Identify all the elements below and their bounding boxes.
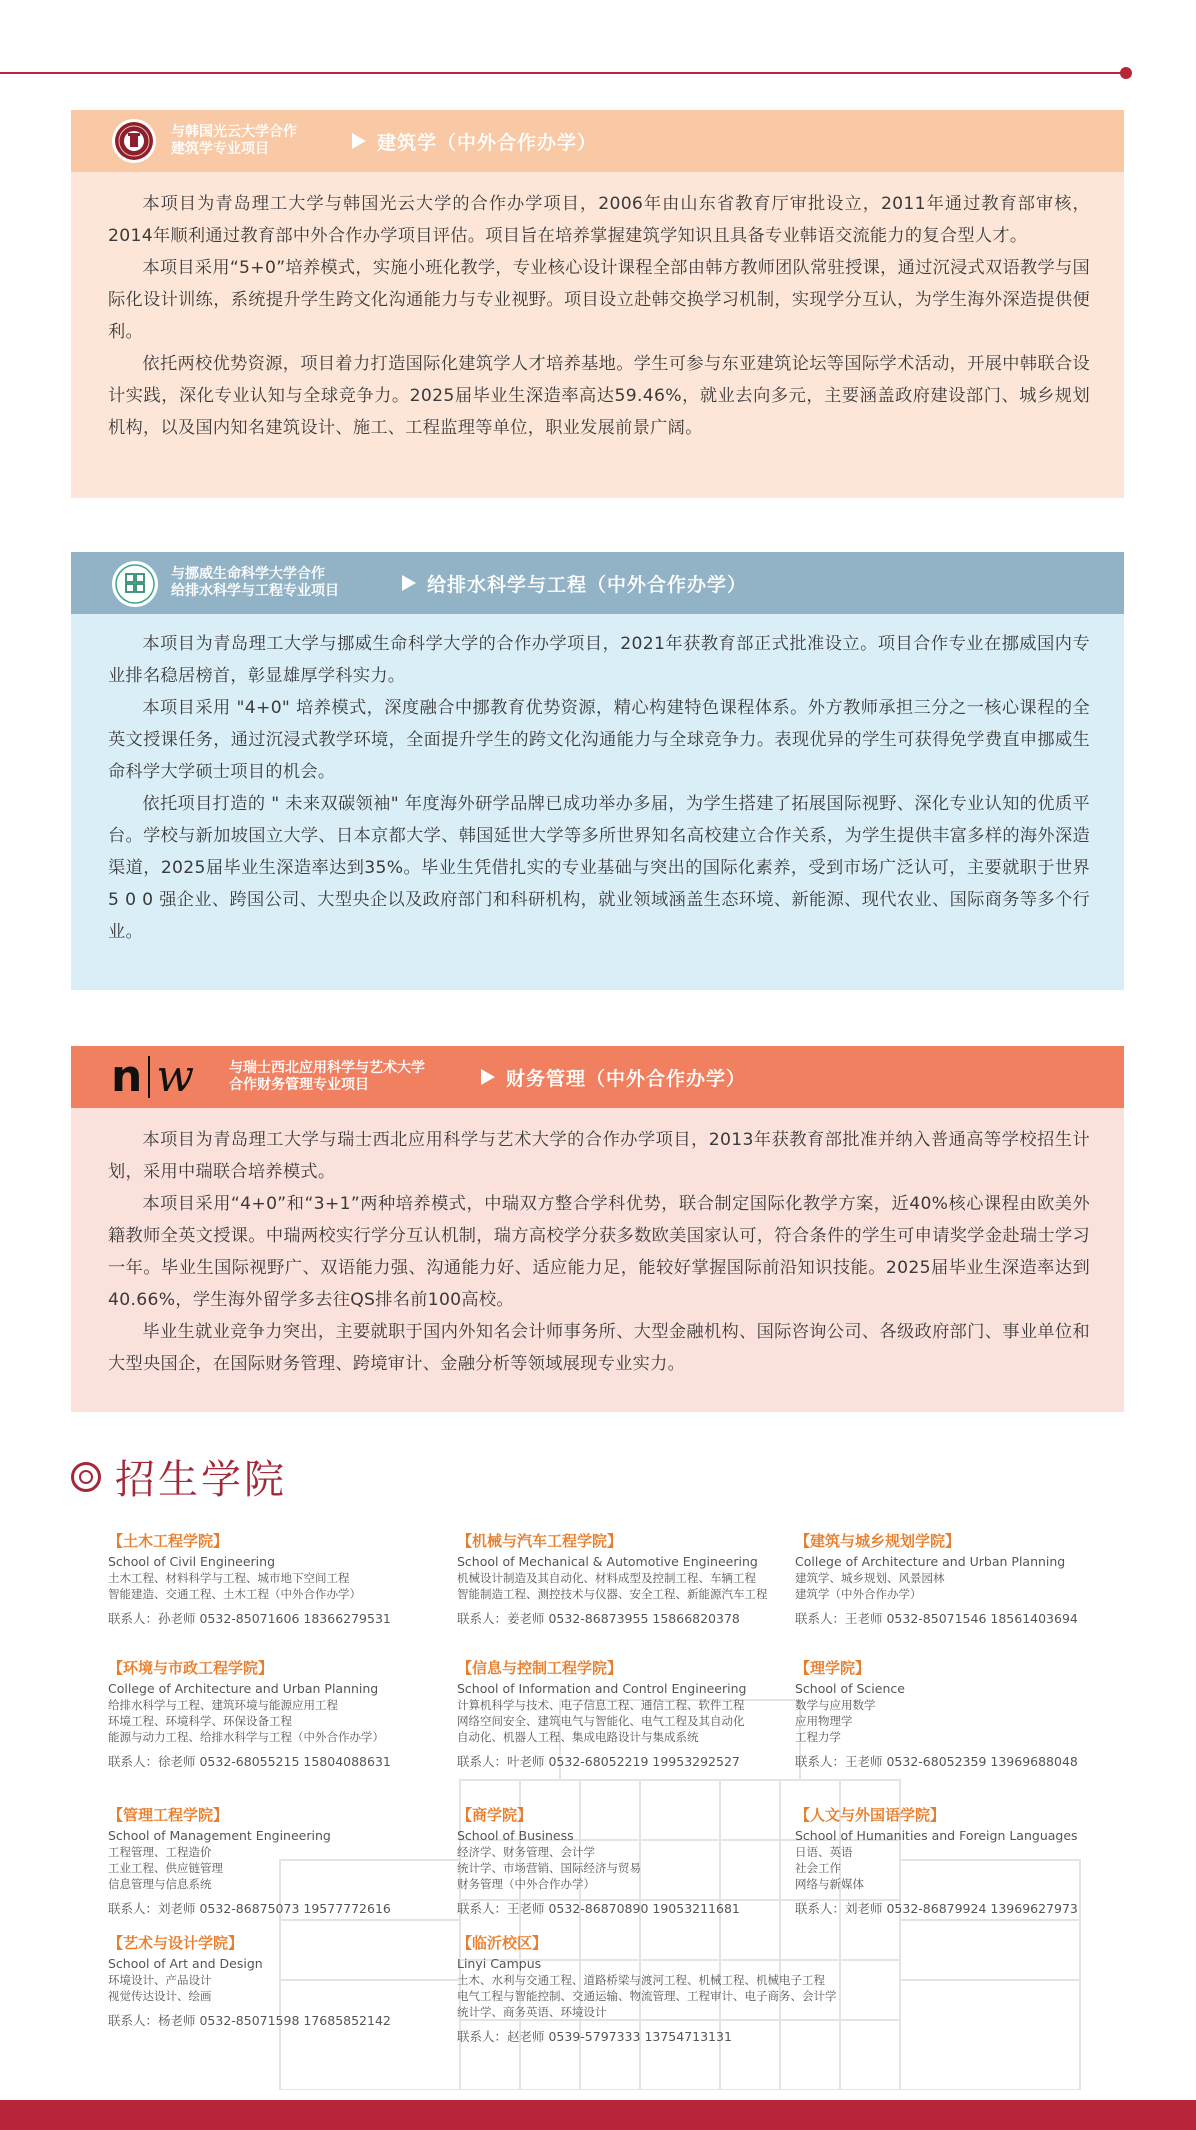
- partner-line-1: 与韩国光云大学合作: [171, 124, 297, 140]
- majors-line: 建筑学、城乡规划、风景园林: [795, 1571, 945, 1585]
- college-name: 【人文与外国语学院】: [795, 1806, 946, 1824]
- section-body: [71, 1108, 1124, 1380]
- college-majors: [108, 1844, 448, 1892]
- college-majors: [457, 1844, 797, 1892]
- college-contact: 联系人：赵老师 0539-5797333 13754713131: [457, 2029, 732, 2044]
- college-majors: [457, 1972, 917, 2020]
- college-entry-civil: [108, 1532, 448, 1627]
- college-entry-business: [457, 1806, 797, 1917]
- college-majors: [108, 1570, 448, 1602]
- fhnw-logo-icon: [111, 1052, 194, 1102]
- college-english-name: Linyi Campus: [457, 1956, 542, 1971]
- majors-line: 统计学、商务英语、环境设计: [457, 2005, 607, 2019]
- majors-line: 统计学、市场营销、国际经济与贸易: [457, 1861, 641, 1875]
- college-entry-management: [108, 1806, 448, 1917]
- logo-divider: [148, 1056, 150, 1098]
- college-majors: [795, 1844, 1125, 1892]
- college-name: 【商学院】: [457, 1806, 533, 1824]
- partner-line-2: 给排水科学与工程专业项目: [171, 583, 339, 599]
- partner-line-1: 与瑞士西北应用科学与艺术大学: [229, 1060, 425, 1076]
- college-contact: 联系人：王老师 0532-68052359 13969688048: [795, 1754, 1078, 1769]
- major-title: 给排水科学与工程（中外合作办学）: [427, 574, 748, 596]
- section-header: [71, 110, 1124, 172]
- college-contact: 联系人：姜老师 0532-86873955 15866820378: [457, 1611, 740, 1626]
- college-english-name: College of Architecture and Urban Planning: [108, 1681, 379, 1696]
- paragraph: 毕业生就业竞争力突出，主要就职于国内外知名会计师事务所、大型金融机构、国际咨询公司、各级政府部门、事业单位和大型央国企，在国际财务管理、跨境审计、金融分析等领域展现专业实力。: [108, 1322, 1090, 1374]
- college-english-name: School of Mechanical & Automotive Engineering: [457, 1554, 758, 1569]
- college-english-name: School of Management Engineering: [108, 1828, 331, 1843]
- college-name: 【临沂校区】: [457, 1934, 548, 1952]
- footer-bar: [0, 2100, 1196, 2130]
- colleges-title: 招生学院: [115, 1457, 287, 1503]
- college-majors: [457, 1697, 797, 1745]
- majors-line: 社会工作: [795, 1861, 841, 1875]
- nmbu-logo-icon: [111, 560, 159, 608]
- majors-line: 机械设计制造及其自动化、材料成型及控制工程、车辆工程: [457, 1571, 756, 1585]
- ring-icon: [71, 1462, 101, 1492]
- college-english-name: College of Architecture and Urban Planning: [795, 1554, 1066, 1569]
- logo-letter-w: w: [156, 1051, 194, 1102]
- section-body: [71, 172, 1124, 444]
- major-title: 财务管理（中外合作办学）: [506, 1068, 747, 1090]
- college-contact: 联系人：叶老师 0532-68052219 19953292527: [457, 1754, 740, 1769]
- paragraph: 依托两校优势资源，项目着力打造国际化建筑学人才培养基地。学生可参与东亚建筑论坛等国际学术活动，开展中韩联合设计实践，深化专业认知与全球竞争力。2025届毕业生深造率高达59.46%，就业去向多元，主要涵盖政府建设部门、城乡规划机构，以及国内知名建筑设计、施工、工程监理等单位，职业发展前景广阔。: [108, 354, 1090, 438]
- majors-line: 自动化、机器人工程、集成电路设计与集成系统: [457, 1730, 699, 1744]
- majors-line: 建筑学（中外合作办学）: [795, 1587, 922, 1601]
- college-contact: 联系人：刘老师 0532-86879924 13969627973: [795, 1901, 1078, 1916]
- college-name: 【机械与汽车工程学院】: [457, 1532, 623, 1550]
- majors-line: 信息管理与信息系统: [108, 1877, 212, 1891]
- college-english-name: School of Science: [795, 1681, 905, 1696]
- section-header: [71, 552, 1124, 614]
- top-divider-dot: [1120, 67, 1132, 79]
- section-header: [71, 1046, 1124, 1108]
- majors-line: 数学与应用数学: [795, 1698, 876, 1712]
- partner-description: [229, 1060, 425, 1094]
- college-entry-information: [457, 1659, 797, 1770]
- college-entry-environment: [108, 1659, 448, 1770]
- college-contact: 联系人：王老师 0532-85071546 18561403694: [795, 1611, 1078, 1626]
- majors-line: 日语、英语: [795, 1845, 853, 1859]
- majors-line: 土木工程、材料科学与工程、城市地下空间工程: [108, 1571, 350, 1585]
- college-entry-science: [795, 1659, 1095, 1770]
- college-entry-humanities: [795, 1806, 1125, 1917]
- majors-line: 能源与动力工程、给排水科学与工程（中外合作办学）: [108, 1730, 384, 1744]
- college-majors: [795, 1570, 1095, 1602]
- paragraph: 本项目采用“5+0”培养模式，实施小班化教学，专业核心设计课程全部由韩方教师团队常驻授课，通过沉浸式双语教学与国际化设计训练，系统提升学生跨文化沟通能力与专业视野。项目设立赴韩交换学习机制，实现学分互认，为学生海外深造提供便利。: [108, 258, 1090, 342]
- paragraph: 依托项目打造的 " 未来双碳领袖" 年度海外研学品牌已成功举办多届，为学生搭建了拓展国际视野、深化专业认知的优质平台。学校与新加坡国立大学、日本京都大学、韩国延世大学等多所世界知名高校建立合作关系，为学生提供丰富多样的海外深造渠道，2025届毕业生深造率达到35%。毕业生凭借扎实的专业基础与突出的国际化素养，受到市场广泛认可，主要就职于世界 5 0 0 强企业、跨国公司、大型央企以及政府部门和科研机构，就业领域涵盖生态环境、新能源、现代农业、国际商务等多个行业。: [108, 794, 1090, 942]
- paragraph: 本项目采用“4+0”和“3+1”两种培养模式，中瑞双方整合学科优势，联合制定国际化教学方案，近40%核心课程由欧美外籍教师全英文授课。中瑞两校实行学分互认机制，瑞方高校学分获多数欧美国家认可，符合条件的学生可申请奖学金赴瑞士学习一年。毕业生国际视野广、双语能力强、沟通能力好、适应能力足，能较好掌握国际前沿知识技能。2025届毕业生深造率达到40.66%，学生海外留学多去往QS排名前100高校。: [108, 1194, 1090, 1310]
- college-entry-mechanical: [457, 1532, 797, 1627]
- majors-line: 环境设计、产品设计: [108, 1973, 212, 1987]
- majors-line: 土木、水利与交通工程、道路桥梁与渡河工程、机械工程、机械电子工程: [457, 1973, 825, 1987]
- college-name: 【理学院】: [795, 1659, 871, 1677]
- college-contact: 联系人：孙老师 0532-85071606 18366279531: [108, 1611, 391, 1626]
- play-arrow-icon: [402, 575, 416, 591]
- college-majors: [108, 1697, 448, 1745]
- partner-description: [171, 124, 297, 158]
- paragraph: 本项目采用 "4+0" 培养模式，深度融合中挪教育优势资源，精心构建特色课程体系。外方教师承担三分之一核心课程的全英文授课任务，通过沉浸式教学环境，全面提升学生的跨文化沟通能力与全球竞争力。表现优异的学生可获得免学费直申挪威生命科学大学硕士项目的机会。: [108, 698, 1090, 782]
- college-entry-architecture: [795, 1532, 1095, 1627]
- college-english-name: School of Humanities and Foreign Languages: [795, 1828, 1078, 1843]
- college-english-name: School of Civil Engineering: [108, 1554, 276, 1569]
- majors-line: 网络空间安全、建筑电气与智能化、电气工程及其自动化: [457, 1714, 745, 1728]
- college-english-name: School of Art and Design: [108, 1956, 263, 1971]
- partner-description: [171, 566, 339, 600]
- majors-line: 网络与新媒体: [795, 1877, 864, 1891]
- partner-line-1: 与挪威生命科学大学合作: [171, 566, 325, 582]
- college-name: 【建筑与城乡规划学院】: [795, 1532, 961, 1550]
- college-name: 【信息与控制工程学院】: [457, 1659, 623, 1677]
- college-majors: [795, 1697, 1095, 1745]
- college-contact: 联系人：徐老师 0532-68055215 15804088631: [108, 1754, 391, 1769]
- college-english-name: School of Information and Control Engineering: [457, 1681, 747, 1696]
- college-majors: [108, 1972, 448, 2004]
- majors-line: 财务管理（中外合作办学）: [457, 1877, 595, 1891]
- college-name: 【管理工程学院】: [108, 1806, 229, 1824]
- college-contact: 联系人：刘老师 0532-86875073 19577772616: [108, 1901, 391, 1916]
- college-contact: 联系人：王老师 0532-86870890 19053211681: [457, 1901, 740, 1916]
- majors-line: 工业工程、供应链管理: [108, 1861, 223, 1875]
- majors-line: 智能制造工程、测控技术与仪器、安全工程、新能源汽车工程: [457, 1587, 768, 1601]
- major-title: 建筑学（中外合作办学）: [377, 132, 598, 154]
- colleges-heading: [71, 1448, 287, 1505]
- majors-line: 电气工程与智能控制、交通运输、物流管理、工程审计、电子商务、会计学: [457, 1989, 837, 2003]
- college-contact: 联系人：杨老师 0532-85071598 17685852142: [108, 2013, 391, 2028]
- paragraph: 本项目为青岛理工大学与瑞士西北应用科学与艺术大学的合作办学项目，2013年获教育部批准并纳入普通高等学校招生计划，采用中瑞联合培养模式。: [108, 1130, 1090, 1182]
- logo-letter-n: n: [111, 1051, 143, 1102]
- college-name: 【土木工程学院】: [108, 1532, 229, 1550]
- majors-line: 计算机科学与技术、电子信息工程、通信工程、软件工程: [457, 1698, 745, 1712]
- college-name: 【环境与市政工程学院】: [108, 1659, 274, 1677]
- majors-line: 应用物理学: [795, 1714, 853, 1728]
- partner-line-2: 合作财务管理专业项目: [229, 1077, 369, 1093]
- paragraph: 本项目为青岛理工大学与韩国光云大学的合作办学项目，2006年由山东省教育厅审批设立，2011年通过教育部审核，2014年顺利通过教育部中外合作办学项目评估。项目旨在培养掌握建筑学知识且具备专业韩语交流能力的复合型人才。: [108, 194, 1090, 246]
- play-arrow-icon: [352, 133, 366, 149]
- section-body: [71, 614, 1124, 948]
- college-entry-art: [108, 1934, 448, 2029]
- majors-line: 给排水科学与工程、建筑环境与能源应用工程: [108, 1698, 338, 1712]
- college-name: 【艺术与设计学院】: [108, 1934, 244, 1952]
- top-divider-line: [0, 72, 1126, 74]
- program-section-water-engineering: [71, 552, 1124, 990]
- majors-line: 视觉传达设计、绘画: [108, 1989, 212, 2003]
- paragraph: 本项目为青岛理工大学与挪威生命科学大学的合作办学项目，2021年获教育部正式批准设立。项目合作专业在挪威国内专业排名稳居榜首，彰显雄厚学科实力。: [108, 634, 1090, 686]
- play-arrow-icon: [481, 1069, 495, 1085]
- partner-line-2: 建筑学专业项目: [171, 141, 269, 157]
- university-seal-icon: [111, 118, 157, 164]
- majors-line: 环境工程、环境科学、环保设备工程: [108, 1714, 292, 1728]
- program-section-architecture: [71, 110, 1124, 498]
- college-english-name: School of Business: [457, 1828, 574, 1843]
- college-majors: [457, 1570, 797, 1602]
- majors-line: 经济学、财务管理、会计学: [457, 1845, 595, 1859]
- majors-line: 智能建造、交通工程、土木工程（中外合作办学）: [108, 1587, 361, 1601]
- college-entry-linyi: [457, 1934, 917, 2045]
- majors-line: 工程管理、工程造价: [108, 1845, 212, 1859]
- majors-line: 工程力学: [795, 1730, 841, 1744]
- program-section-financial-management: [71, 1046, 1124, 1412]
